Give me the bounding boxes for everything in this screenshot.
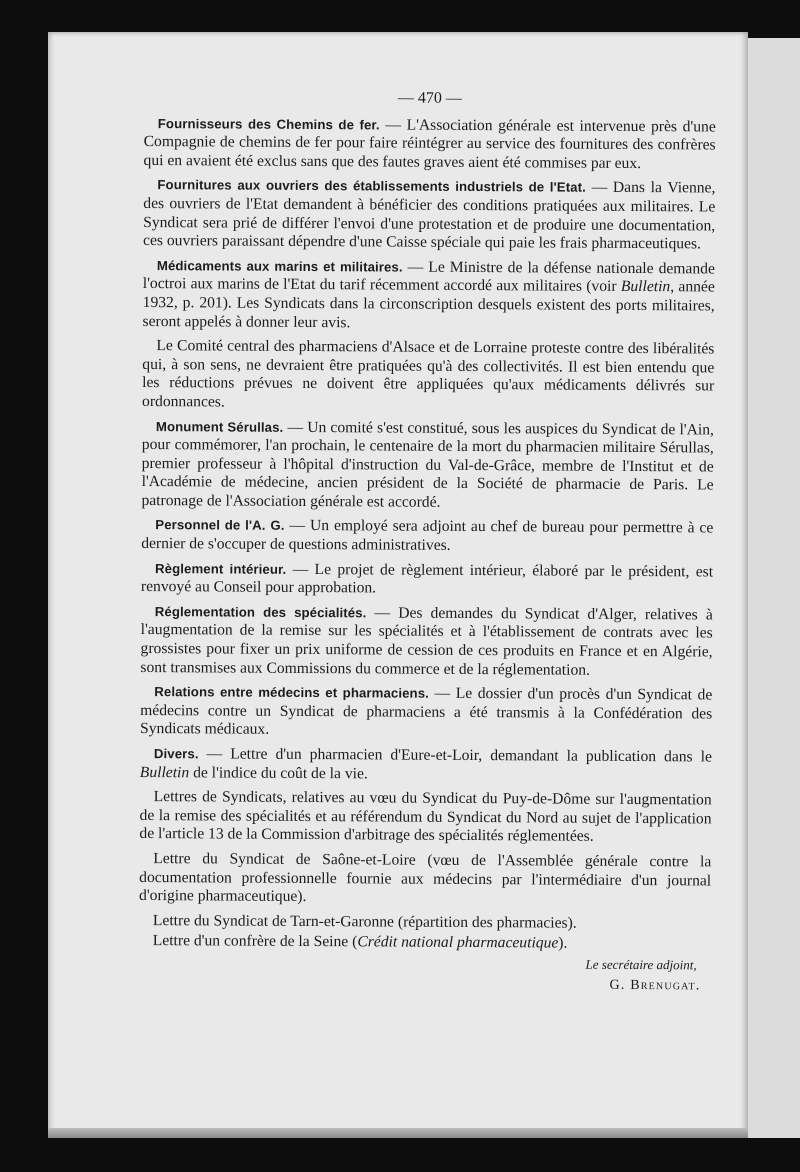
paragraph-text: Lettre du Syndicat de Saône-et-Loire (vœu de l'Assemblée générale contre la documentation professionnelle fournie aux médecins par l'intermédiaire d'un journal d'origine pharmaceutique). (139, 850, 712, 906)
paragraph-text: — Dans la Vienne, des ouvriers de l'Etat demandent à bénéficier des conditions pratiquées aux militaires. Le Syndicat sera prié de différer l'envoi d'une protestation et de produire une documentation, ces ouvriers paraissant dépendre d'une Caisse spéciale qui paie les frais pharmaceutiques. (143, 179, 716, 253)
paragraph-text: — Lettre d'un pharmacien d'Eure-et-Loir, demandant la publication dans le (198, 745, 712, 766)
paragraph-heading: Relations entre médecins et pharmaciens. (154, 684, 429, 701)
paragraph-divers (140, 745, 712, 786)
paragraph-italic: Bulletin (620, 278, 671, 296)
paragraph-text-after: ). (558, 934, 568, 952)
document-page (48, 32, 748, 1137)
paragraph-personnel (141, 516, 713, 557)
page-number: — 470 — (397, 89, 462, 107)
paragraph-relations (140, 683, 712, 742)
paragraph-text: — Un comité s'est constitué, sous les auspices du Syndicat de l'Ain, pour commémorer, l'an prochain, le centenaire de la mort du pharmacien militaire Sérullas, premier professeur à l'hôpital d'instruction du Val-de-Grâce, membre de l'Institut et de l'Académie de médecine, ancien président de la Société de pharmacie de Paris. Le patronage de l'Association générale est accordé. (141, 418, 714, 511)
paragraph-heading: Règlement intérieur. (155, 560, 287, 577)
page-content (138, 88, 716, 996)
paragraph-heading: Réglementation des spécialités. (154, 603, 367, 621)
paragraph-heading: Monument Sérullas. (155, 418, 284, 435)
underlying-page-edge (740, 38, 800, 1138)
paragraph-text: Lettres de Syndicats, relatives au vœu du Syndicat du Puy-de-Dôme sur l'augmentation de la remise des spécialités et au référendum du Syndicat du Nord au sujet de l'application de l'article 13 de la Commission d'arbitrage des spécialités réglementées. (139, 788, 712, 846)
signature-name: G. Brenugat. (609, 977, 701, 993)
paragraph-heading: Divers. (153, 746, 199, 762)
paragraph-heading: Fournitures aux ouvriers des établissements industriels de l'Etat. (157, 177, 586, 196)
paragraph-lettre-seine (139, 932, 711, 954)
paragraph-text-after: , année 1932, p. 201). Les Syndicats dans la circonscription desquels existent des ports militaires, seront appelés à donner leur avis. (142, 278, 715, 331)
signature-role: Le secrétaire adjoint, (585, 956, 697, 973)
paragraph-reglement (141, 560, 713, 601)
paragraph-lettres-syndicats (139, 788, 711, 847)
paragraph-heading: Médicaments aux marins et militaires. (156, 257, 403, 275)
paragraph-medicaments (143, 257, 715, 335)
paragraph-italic: Bulletin (139, 763, 190, 781)
paragraph-lettre-saone (139, 850, 711, 909)
paragraph-lettre-tarn (139, 912, 711, 934)
paragraph-monument (141, 417, 714, 513)
page-bottom-edge (48, 1128, 748, 1138)
paragraph-comite-alsace (142, 337, 714, 415)
paragraph-text: — Le dossier d'un procès d'un Syndicat de médecins contre un Syndicat de pharmaciens a été transmis à la Confédération des Syndicats médicaux. (140, 684, 713, 739)
paragraph-text-after: de l'indice du coût de la vie. (189, 763, 368, 782)
paragraph-heading: Fournisseurs des Chemins de fer. (157, 115, 380, 133)
paragraph-text: Lettre d'un confrère de la Seine ( (152, 932, 358, 951)
paragraph-reglementation (140, 603, 712, 681)
paragraph-text: — Le Ministre de la défense nationale demande l'octroi aux marins de l'Etat du tarif récemment accordé aux militaires (voir (142, 258, 715, 296)
paragraph-text: — L'Association générale est intervenue près d'une Compagnie de chemins de fer pour faire réintégrer au service des fournitures des confrères qui en avaient été exclus sans que des fautes graves aient été commises par eux. (143, 116, 716, 172)
paragraph-italic: Crédit national pharmaceutique (357, 933, 559, 952)
paragraph-heading: Personnel de l'A. G. (155, 517, 285, 534)
paragraph-text: — Un employé sera adjoint au chef de bureau pour permettre à ce dernier de s'occuper de questions administratives. (141, 517, 714, 554)
paragraph-fournisseurs (143, 115, 715, 174)
paragraph-fournitures-ouvriers (143, 176, 715, 254)
paragraph-text: Le Comité central des pharmaciens d'Alsace et de Lorraine proteste contre des libéralités qui, à son sens, ne devraient être pratiquées qu'à des collectivités. Il est bien entendu que les réductions prévues ne doivent être appliquées qu'aux médicaments délivrés sur ordonnances. (142, 337, 715, 411)
paragraph-text: Lettre du Syndicat de Tarn-et-Garonne (répartition des pharmacies). (152, 911, 577, 932)
paragraph-text: — Le projet de règlement intérieur, élaboré par le président, est renvoyé au Conseil pour approbation. (140, 560, 714, 597)
paragraph-text: — Des demandes du Syndicat d'Alger, relatives à l'augmentation de la remise sur les spécialités et à l'établissement de contrats avec les grossistes pour fixer un prix uniforme de cession de ces produits en France et en Algérie, sont transmises aux Commissions du commerce et de la réglementation. (140, 604, 713, 679)
